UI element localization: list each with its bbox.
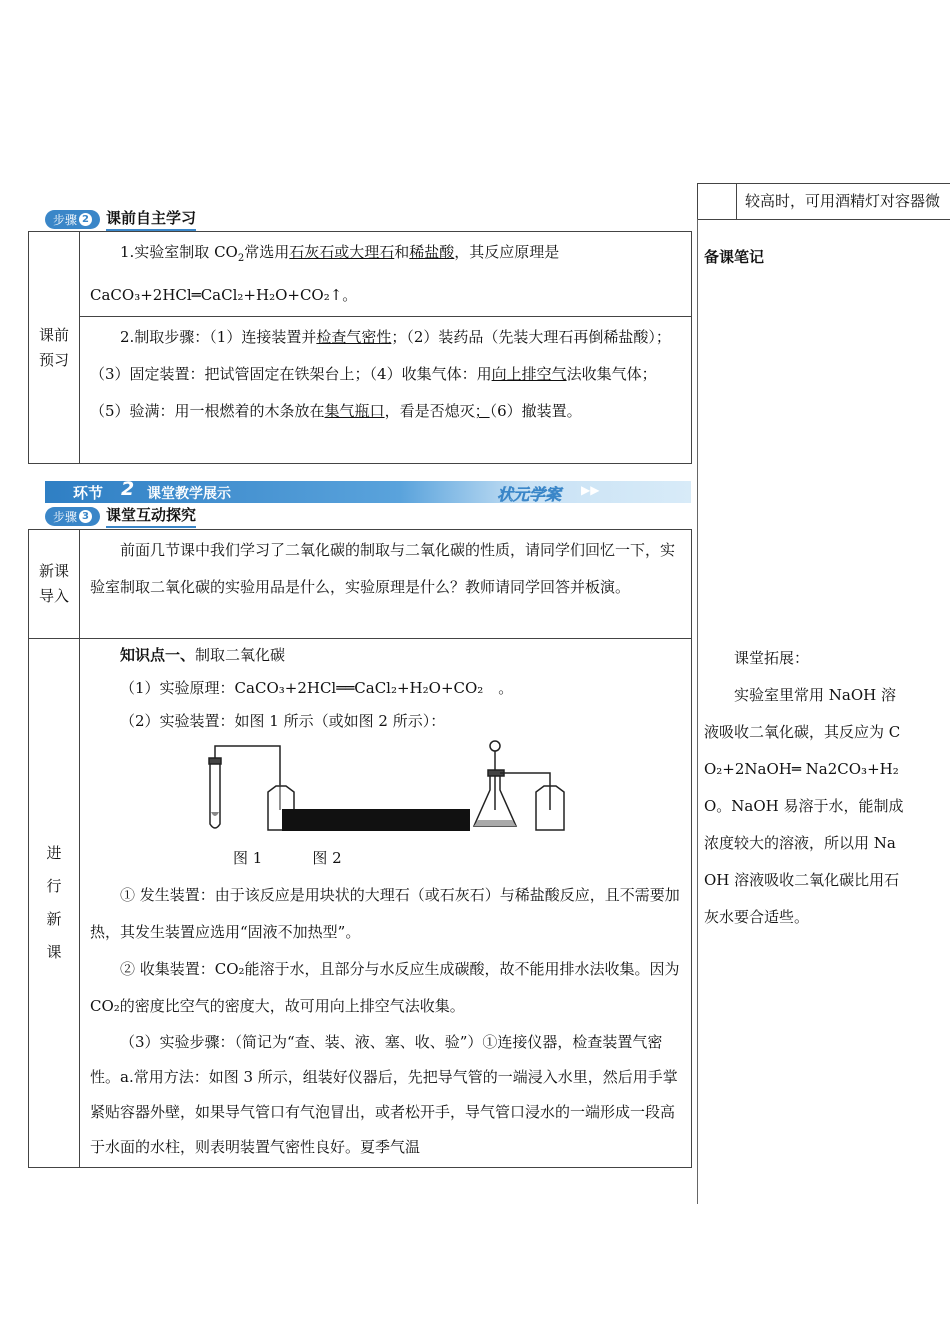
section-huanjie: 环节	[73, 484, 104, 502]
tube-stopper	[209, 758, 221, 764]
step2-title: 课前自主学习	[106, 207, 196, 231]
step3-pill: 步骤 3	[45, 507, 100, 526]
top-right-text-cell: 较高时，可用酒精灯对容器微	[737, 184, 950, 220]
funnel-top	[490, 741, 500, 751]
top-right-table	[697, 183, 950, 220]
section-arrow-icon: ▶▶	[581, 483, 600, 497]
apparatus-figure	[90, 738, 681, 842]
extension-note: 课堂拓展： 实验室里常用 NaOH 溶液吸收二氧化碳，其反应为 CO₂+2NaOH═ Na2CO₃+H₂O。NaOH 易溶于水，能制成浓度较大的溶液，所以用 NaOH 溶液吸收二氧化碳比用石灰水要合适些。	[704, 649, 904, 926]
intro-label: 新课导入	[29, 530, 80, 639]
top-right-empty-cell	[698, 184, 737, 220]
delivery-tube-1	[215, 746, 280, 785]
fig1-apparatus	[209, 746, 294, 830]
step2-header	[45, 209, 196, 229]
step3-title: 课堂互动探究	[106, 504, 196, 528]
preview-label: 课前预习	[29, 232, 80, 464]
figure-captions: 图 1 图 2	[233, 849, 342, 867]
intro-text: 前面几节课中我们学习了二氧化碳的制取与二氧化碳的性质，请同学们回忆一下，实验室制取二氧化碳的实验用品是什么，实验原理是什么？教师请同学回答并板演。	[80, 530, 692, 639]
preview-p2: 2.制取步骤：（1）连接装置并检查气密性；（2）装药品（先装大理石再倒稀盐酸）；（3）固定装置：把试管固定在铁架台上；（4）收集气体：用向上排空气法收集气体；（5）验满：用一根燃着的木条放在集气瓶口，看是否熄灭；（6）撤装置。	[80, 317, 692, 464]
section-num: 2	[121, 478, 135, 500]
section-brand: 状元学案	[497, 485, 562, 504]
delivery-tube-2	[500, 773, 550, 810]
newlesson-content: 知识点一、制取二氧化碳 （1）实验原理：CaCO₃+2HCl══CaCl₂+H₂O+CO₂ 。 （2）实验装置：如图 1 所示（或如图 2 所示）： 图 1 图 2 ① 发生装置：由于该反应是用块状的大理石（或石灰石）与稀盐酸反应，且不需要加热，其发生装置应选用“固液不加热型”。 ② 收集装置：CO₂能溶于水，且部分与水反应生成碳酸，故不能用排水法收集。因为 CO₂的密度比空气的密度大，故可用向上排空气法收集。 （3）实验步骤：（简记为“查、装、液、塞、收、验”）①连接仪器，检查装置气密性。a.常用方法：如图 3 所示，组装好仪器后，先把导气管的一端浸入水里，然后用手掌紧贴容器外壁，如果导气管口有气泡冒出，或者松开手，导气管口浸水的一端形成一段高于水面的水柱，则表明装置气密性良好。夏季气温	[80, 639, 692, 1168]
test-tube	[210, 764, 220, 828]
step3-header	[45, 506, 196, 526]
fig2-apparatus	[474, 741, 564, 830]
step2-pill: 步骤 2	[45, 210, 100, 229]
preview-table	[28, 231, 692, 464]
preview-equation: CaCO₃+2HCl═CaCl₂+H₂O+CO₂↑。	[90, 286, 358, 304]
black-bar	[282, 809, 470, 831]
section-title: 课堂教学展示	[147, 486, 231, 502]
apparatus-svg	[200, 740, 640, 844]
newlesson-label: 进行新课	[29, 639, 80, 1168]
preview-p1: 1.实验室制取 $CO_2$常选用石灰石或大理石和稀盐酸，其反应原理是 CaCO₃+2HCl═CaCl₂+H₂O+CO₂↑。	[80, 232, 692, 317]
notes-title: 备课笔记	[704, 248, 765, 266]
lesson-table	[28, 529, 692, 1168]
section-banner	[45, 478, 691, 504]
notes-divider	[697, 219, 698, 1204]
